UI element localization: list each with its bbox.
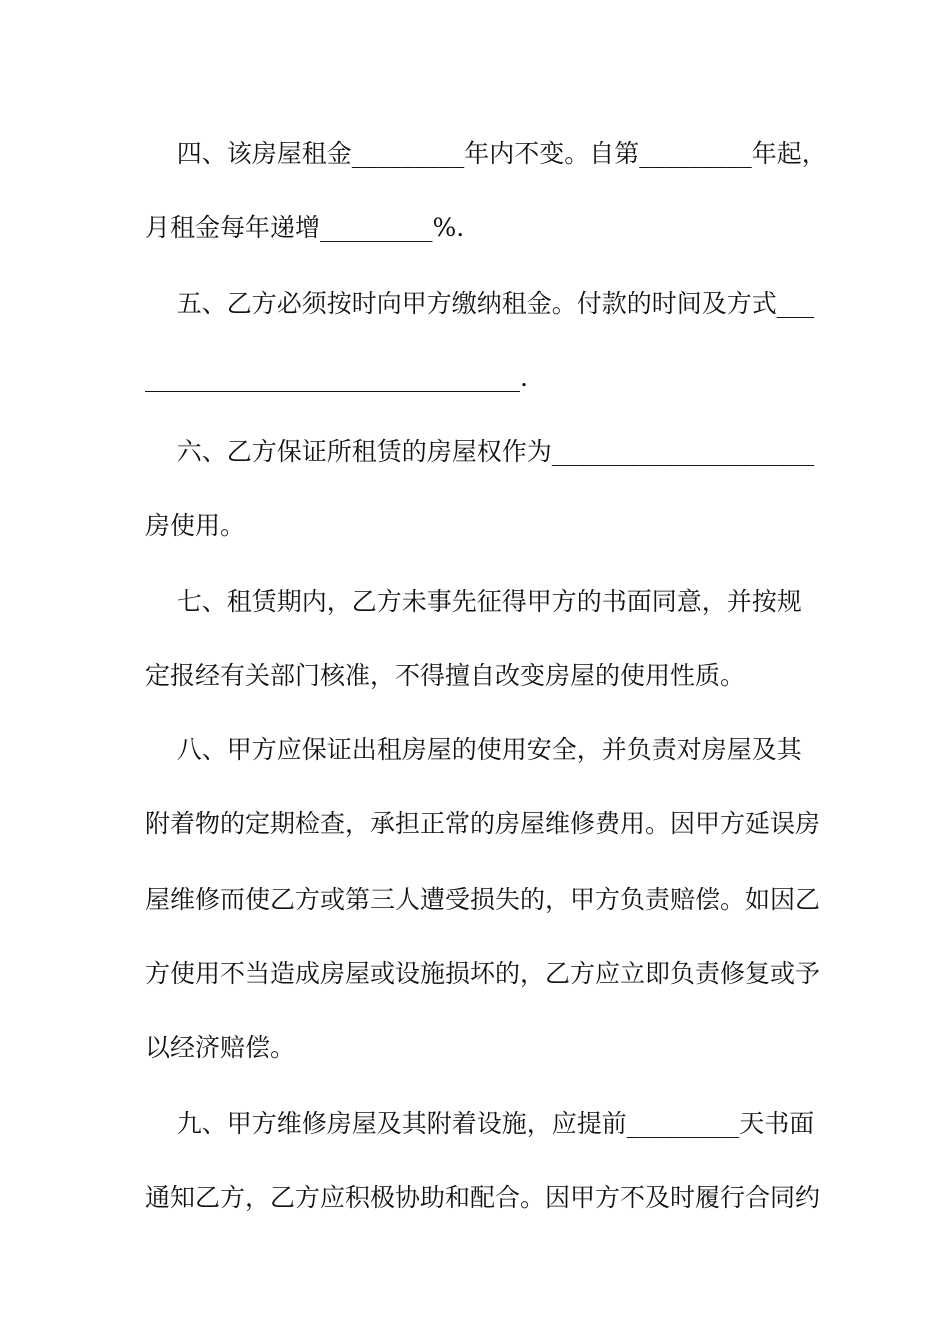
clause-8-line-2: 附着物的定期检查，承担正常的房屋维修费用。因甲方延误房: [145, 809, 821, 838]
clause-8-line-5: 以经济赔偿。: [145, 1033, 296, 1062]
clause-4-line-1: 四、该房屋租金_________年内不变。自第_________年起，: [145, 139, 827, 168]
clause-8-line-1: 八、甲方应保证出租房屋的使用安全，并负责对房屋及其: [145, 735, 802, 764]
clause-5-line-1: 五、乙方必须按时向甲方缴纳租金。付款的时间及方式___: [145, 289, 815, 318]
clause-6-line-1: 六、乙方保证所租赁的房屋权作为_____________________: [145, 437, 815, 466]
clause-8-line-3: 屋维修而使乙方或第三人遭受损失的，甲方负责赔偿。如因乙: [145, 885, 821, 914]
clause-4-line-2: 月租金每年递增_________%.: [145, 213, 465, 242]
clause-9-line-1: 九、甲方维修房屋及其附着设施，应提前_________天书面: [145, 1109, 815, 1138]
clause-5-line-2: ______________________________.: [145, 363, 528, 392]
clause-7-line-2: 定报经有关部门核准，不得擅自改变房屋的使用性质。: [145, 661, 746, 690]
clause-8-line-4: 方使用不当造成房屋或设施损坏的，乙方应立即负责修复或予: [145, 959, 821, 988]
clause-6-line-2: 房使用。: [145, 511, 246, 540]
clause-9-line-2: 通知乙方，乙方应积极协助和配合。因甲方不及时履行合同约: [145, 1183, 821, 1212]
clause-7-line-1: 七、租赁期内，乙方未事先征得甲方的书面同意，并按规: [145, 587, 802, 616]
